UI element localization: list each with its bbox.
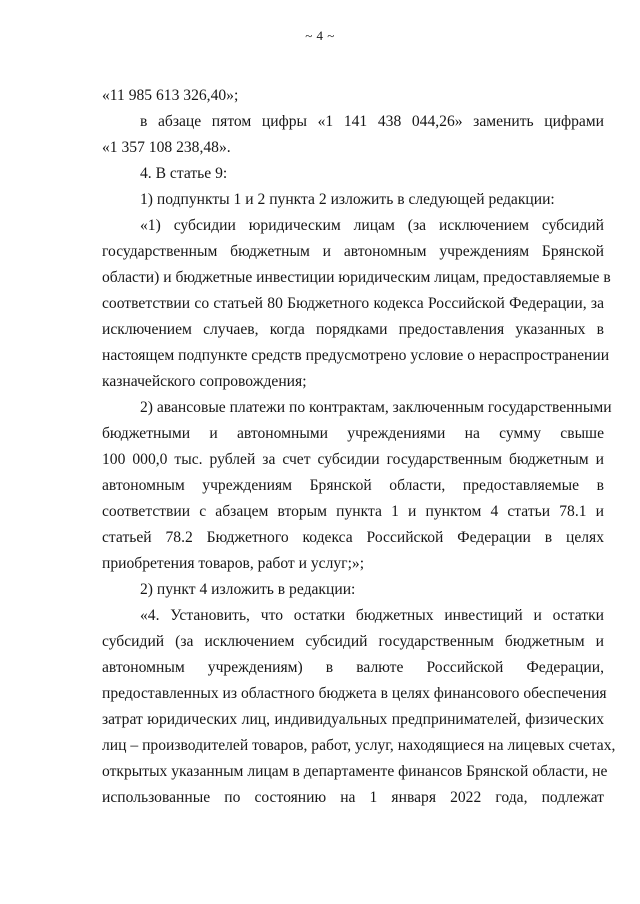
text-line: использованные по состоянию на 1 января 2022 года, подлежат bbox=[102, 789, 604, 806]
text-line: исключением случаев, когда порядками предоставления указанных в bbox=[102, 321, 604, 338]
text-line: лиц – производителей товаров, работ, услуг, находящиеся на лицевых счетах, bbox=[102, 737, 616, 754]
text-line: в абзаце пятом цифры «1 141 438 044,26» заменить цифрами bbox=[140, 113, 604, 130]
text-line: «1) субсидии юридическим лицам (за исключением субсидий bbox=[140, 217, 604, 234]
text-line: «1 357 108 238,48». bbox=[102, 139, 231, 156]
text-line: автономным учреждениям Брянской области, предоставляемые в bbox=[102, 477, 604, 494]
text-line: настоящем подпункте средств предусмотрено условие о нераспространении bbox=[102, 347, 610, 364]
text-line: открытых указанным лицам в департаменте финансов Брянской области, не bbox=[102, 763, 608, 780]
text-line: казначейского сопровождения; bbox=[102, 373, 307, 390]
text-line: затрат юридических лиц, индивидуальных предпринимателей, физических bbox=[102, 711, 604, 728]
text-line: 100 000,0 тыс. рублей за счет субсидии государственным бюджетным и bbox=[102, 451, 604, 468]
text-line: «4. Установить, что остатки бюджетных инвестиций и остатки bbox=[140, 607, 604, 624]
text-line: соответствии со статьей 80 Бюджетного кодекса Российской Федерации, за bbox=[102, 295, 604, 312]
text-line: соответствии с абзацем вторым пункта 1 и пунктом 4 статьи 78.1 и bbox=[102, 503, 604, 520]
text-line: предоставленных из областного бюджета в целях финансового обеспечения bbox=[102, 685, 607, 702]
text-line: приобретения товаров, работ и услуг;»; bbox=[102, 555, 365, 572]
page-number: ~ 4 ~ bbox=[305, 28, 335, 43]
text-line: бюджетными и автономными учреждениями на сумму свыше bbox=[102, 425, 604, 442]
text-line: «11 985 613 326,40»; bbox=[102, 87, 239, 104]
text-line: 2) авансовые платежи по контрактам, заключенным государственными bbox=[140, 399, 612, 416]
text-line: области) и бюджетные инвестиции юридическим лицам, предоставляемые в bbox=[102, 269, 611, 286]
section-heading: 4. В статье 9: bbox=[140, 165, 228, 182]
text-line: субсидий (за исключением субсидий государственным бюджетным и bbox=[102, 633, 604, 650]
text-line: 1) подпункты 1 и 2 пункта 2 изложить в следующей редакции: bbox=[140, 191, 555, 208]
text-line: статьей 78.2 Бюджетного кодекса Российской Федерации в целях bbox=[102, 529, 604, 546]
text-line: государственным бюджетным и автономным учреждениям Брянской bbox=[102, 243, 604, 260]
text-line: автономным учреждениям) в валюте Российской Федерации, bbox=[102, 659, 604, 676]
text-line: 2) пункт 4 изложить в редакции: bbox=[140, 581, 356, 598]
